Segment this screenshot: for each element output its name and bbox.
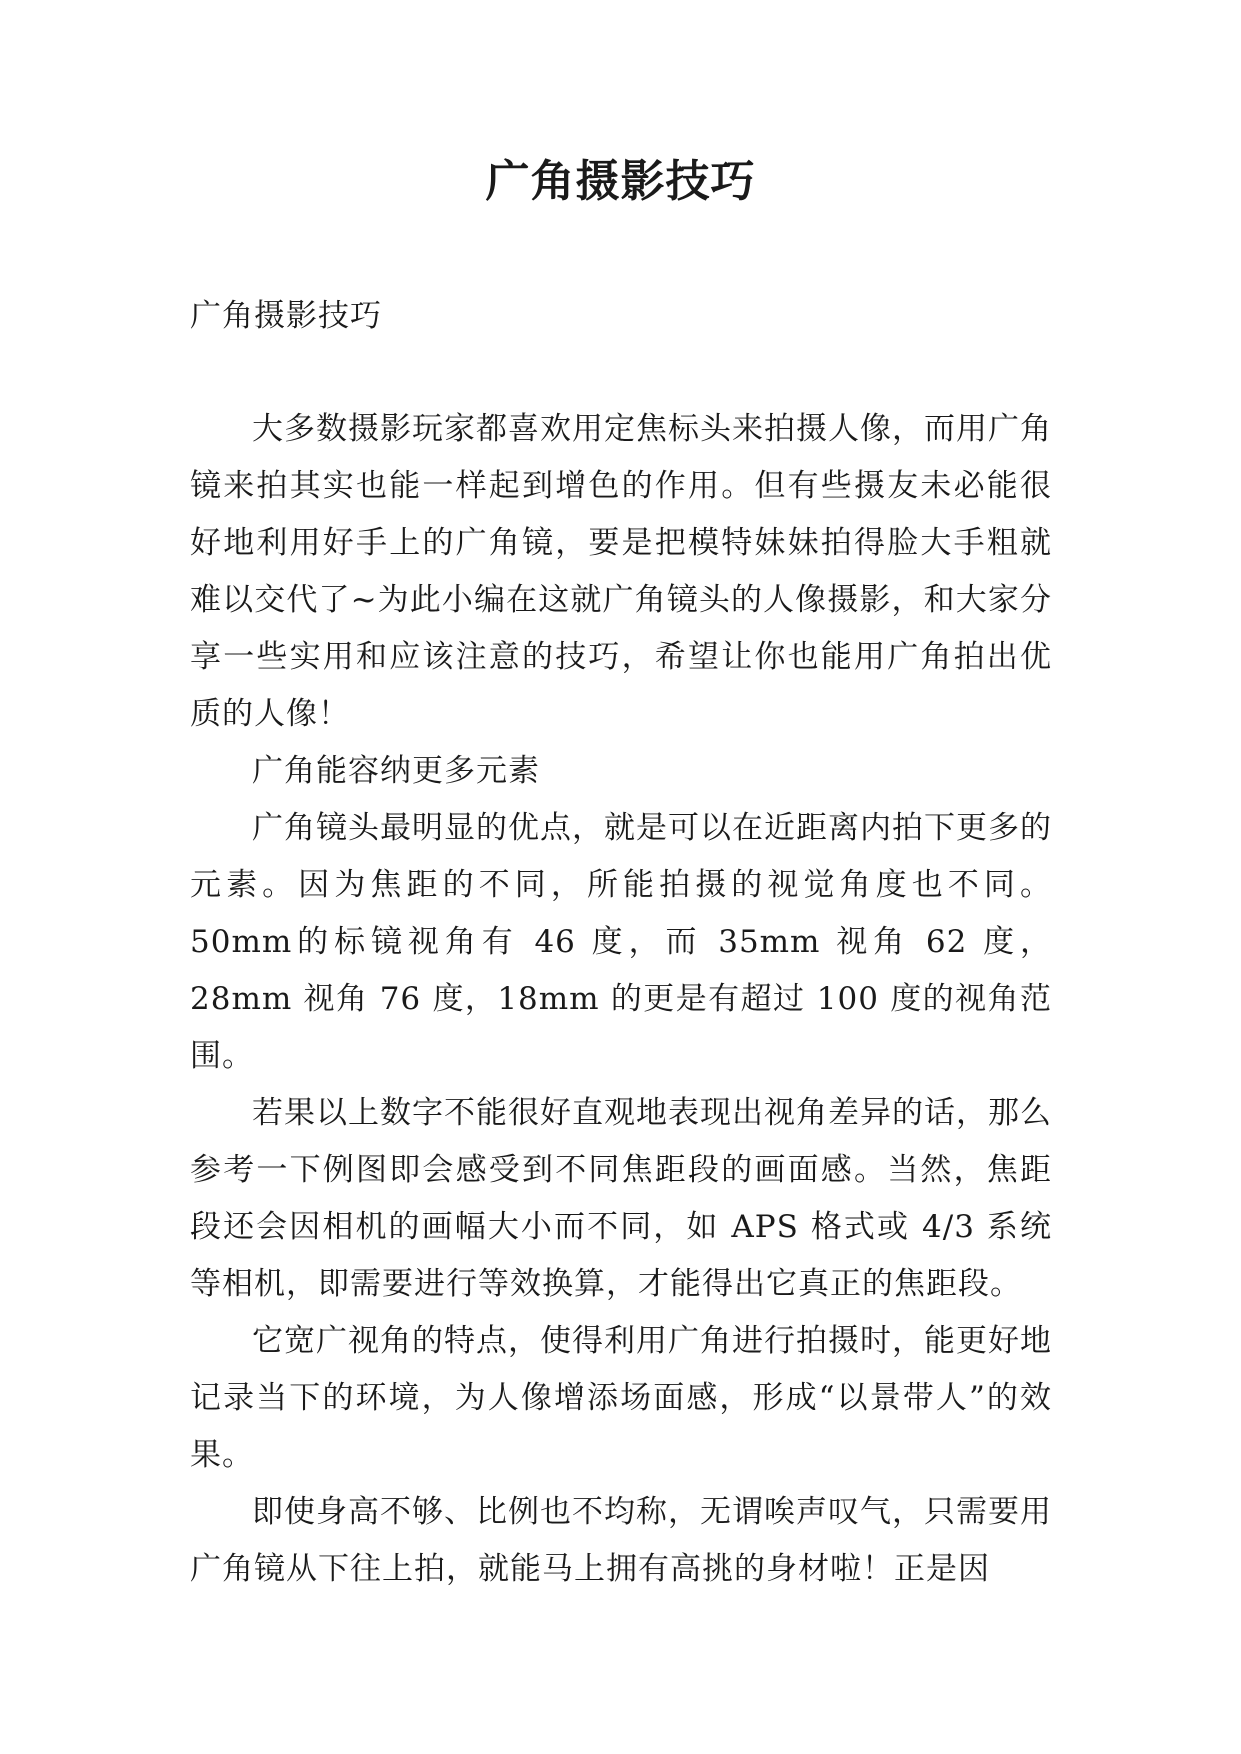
document-title: 广角摄影技巧 (485, 156, 756, 207)
section-heading-wide-angle-elements: 广角能容纳更多元素 (252, 753, 540, 789)
document-body (190, 288, 1052, 1598)
paragraph-environment: 它宽广视角的特点，使得利用广角进行拍摄时，能更好地记录当下的环境，为人像增添场面感，形成“以景带人”的效果。 (190, 1323, 1052, 1473)
paragraph-intro: 大多数摄影玩家都喜欢用定焦标头来拍摄人像，而用广角镜来拍其实也能一样起到增色的作用。但有些摄友未必能很好地利用好手上的广角镜，要是把模特妹妹拍得脸大手粗就难以交代了~为此小编在这就广角镜头的人像摄影，和大家分享一些实用和应该注意的技巧，希望让你也能用广角拍出优质的人像！ (190, 411, 1052, 732)
paragraph-angle-difference: 若果以上数字不能很好直观地表现出视角差异的话，那么参考一下例图即会感受到不同焦距段的画面感。当然，焦距段还会因相机的画幅大小而不同，如 APS 格式或 4/3 系统等相机，即需要进行等效换算，才能得出它真正的焦距段。 (190, 1095, 1052, 1302)
paragraph-low-angle: 即使身高不够、比例也不均称，无谓唉声叹气，只需要用广角镜从下往上拍，就能马上拥有高挑的身材啦！正是因 (190, 1494, 1052, 1587)
document-subtitle: 广角摄影技巧 (190, 298, 382, 334)
paragraph-focal-lengths: 广角镜头最明显的优点，就是可以在近距离内拍下更多的元素。因为焦距的不同，所能拍摄的视觉角度也不同。50mm的标镜视角有 46 度，而 35mm 视角 62 度，28mm 视角 76 度，18mm 的更是有超过 100 度的视角范围。 (190, 810, 1052, 1074)
